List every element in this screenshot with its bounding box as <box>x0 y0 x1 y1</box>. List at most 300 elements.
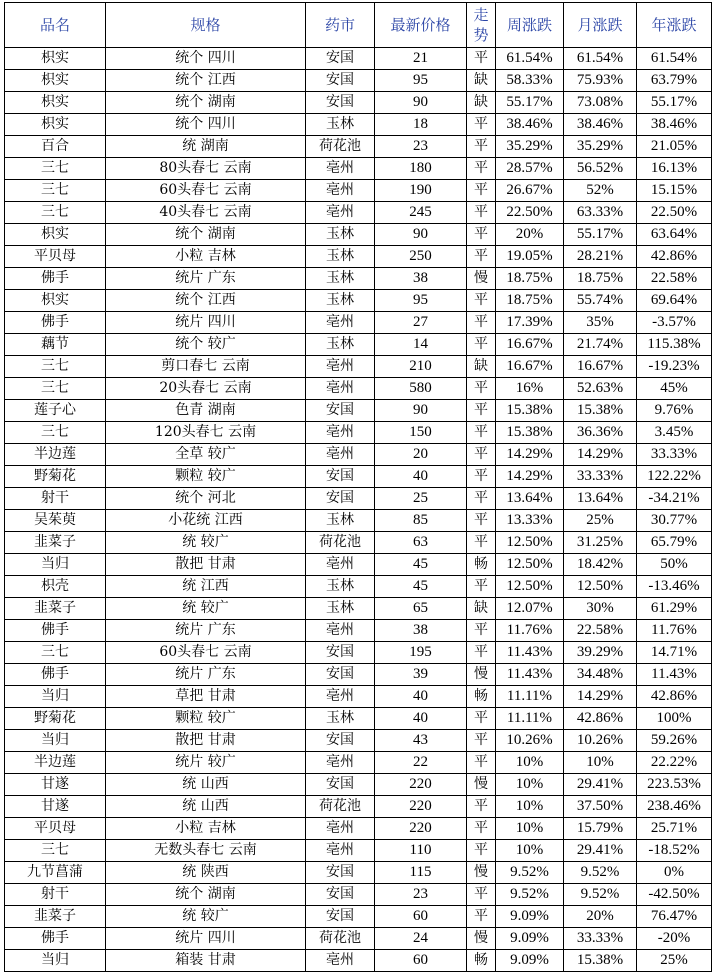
table-row <box>5 268 712 290</box>
header-year-change: 年涨跌 <box>637 3 712 48</box>
table-row <box>5 48 712 70</box>
cell-name: 甘遂 <box>5 796 106 818</box>
cell-price: 95 <box>375 290 467 312</box>
cell-market: 安国 <box>306 862 375 884</box>
header-week-change: 周涨跌 <box>496 3 564 48</box>
cell-price: 195 <box>375 642 467 664</box>
cell-trend: 平 <box>467 422 496 444</box>
cell-market: 安国 <box>306 70 375 92</box>
cell-price: 40 <box>375 708 467 730</box>
cell-trend: 缺 <box>467 70 496 92</box>
cell-market: 安国 <box>306 906 375 928</box>
cell-month-change: 52% <box>564 180 637 202</box>
cell-spec: 统 较广 <box>106 598 306 620</box>
cell-year-change: 0% <box>637 862 712 884</box>
cell-trend: 平 <box>467 290 496 312</box>
cell-week-change: 9.09% <box>496 906 564 928</box>
cell-price: 27 <box>375 312 467 334</box>
cell-price: 21 <box>375 48 467 70</box>
cell-week-change: 10% <box>496 774 564 796</box>
cell-year-change: 22.58% <box>637 268 712 290</box>
cell-trend: 畅 <box>467 950 496 972</box>
table-row <box>5 730 712 752</box>
cell-spec: 统片 广东 <box>106 664 306 686</box>
cell-trend: 平 <box>467 334 496 356</box>
cell-week-change: 12.07% <box>496 598 564 620</box>
cell-spec: 统片 四川 <box>106 928 306 950</box>
cell-spec: 统 陕西 <box>106 862 306 884</box>
cell-spec: 统个 湖南 <box>106 884 306 906</box>
cell-year-change: 22.50% <box>637 202 712 224</box>
cell-trend: 平 <box>467 708 496 730</box>
cell-market: 亳州 <box>306 202 375 224</box>
cell-month-change: 35.29% <box>564 136 637 158</box>
cell-year-change: 3.45% <box>637 422 712 444</box>
cell-year-change: 76.47% <box>637 906 712 928</box>
header-trend <box>467 3 496 48</box>
cell-month-change: 73.08% <box>564 92 637 114</box>
cell-trend: 慢 <box>467 268 496 290</box>
table-row <box>5 334 712 356</box>
cell-month-change: 14.29% <box>564 444 637 466</box>
cell-trend: 平 <box>467 444 496 466</box>
cell-price: 580 <box>375 378 467 400</box>
cell-year-change: 11.76% <box>637 620 712 642</box>
cell-market: 安国 <box>306 730 375 752</box>
cell-month-change: 9.52% <box>564 862 637 884</box>
cell-month-change: 15.38% <box>564 950 637 972</box>
cell-year-change: 11.43% <box>637 664 712 686</box>
cell-trend: 平 <box>467 906 496 928</box>
table-row <box>5 532 712 554</box>
cell-price: 90 <box>375 92 467 114</box>
cell-price: 220 <box>375 818 467 840</box>
table-row <box>5 818 712 840</box>
header-row <box>5 3 712 48</box>
cell-year-change: -3.57% <box>637 312 712 334</box>
cell-week-change: 14.29% <box>496 444 564 466</box>
cell-year-change: 16.13% <box>637 158 712 180</box>
cell-price: 245 <box>375 202 467 224</box>
table-row <box>5 752 712 774</box>
cell-spec: 120头春七 云南 <box>106 422 306 444</box>
cell-month-change: 42.86% <box>564 708 637 730</box>
cell-spec: 小花统 江西 <box>106 510 306 532</box>
cell-market: 亳州 <box>306 422 375 444</box>
cell-price: 40 <box>375 466 467 488</box>
cell-month-change: 18.42% <box>564 554 637 576</box>
cell-market: 亳州 <box>306 180 375 202</box>
cell-spec: 统 江西 <box>106 576 306 598</box>
cell-name: 射干 <box>5 884 106 906</box>
cell-trend: 平 <box>467 752 496 774</box>
cell-spec: 统个 湖南 <box>106 224 306 246</box>
cell-year-change: 238.46% <box>637 796 712 818</box>
table-row <box>5 774 712 796</box>
table-row <box>5 554 712 576</box>
cell-month-change: 37.50% <box>564 796 637 818</box>
cell-trend: 平 <box>467 730 496 752</box>
table-row <box>5 488 712 510</box>
cell-week-change: 9.52% <box>496 884 564 906</box>
cell-spec: 20头春七 云南 <box>106 378 306 400</box>
cell-trend: 平 <box>467 224 496 246</box>
cell-week-change: 10% <box>496 840 564 862</box>
table-row <box>5 576 712 598</box>
cell-trend: 平 <box>467 620 496 642</box>
cell-month-change: 30% <box>564 598 637 620</box>
cell-name: 野菊花 <box>5 708 106 730</box>
table-row <box>5 114 712 136</box>
cell-year-change: 42.86% <box>637 246 712 268</box>
cell-trend: 平 <box>467 312 496 334</box>
cell-year-change: 33.33% <box>637 444 712 466</box>
cell-month-change: 75.93% <box>564 70 637 92</box>
table-body <box>5 48 712 972</box>
cell-week-change: 9.52% <box>496 862 564 884</box>
cell-name: 三七 <box>5 378 106 400</box>
cell-trend: 平 <box>467 114 496 136</box>
cell-name: 枳实 <box>5 290 106 312</box>
cell-week-change: 22.50% <box>496 202 564 224</box>
cell-name: 韭菜子 <box>5 532 106 554</box>
table-row <box>5 158 712 180</box>
cell-spec: 统片 较广 <box>106 752 306 774</box>
header-month-change: 月涨跌 <box>564 3 637 48</box>
cell-price: 63 <box>375 532 467 554</box>
cell-market: 玉林 <box>306 598 375 620</box>
table-row <box>5 620 712 642</box>
header-market: 药市 <box>306 3 375 48</box>
cell-market: 玉林 <box>306 224 375 246</box>
cell-year-change: 65.79% <box>637 532 712 554</box>
cell-week-change: 58.33% <box>496 70 564 92</box>
cell-market: 亳州 <box>306 378 375 400</box>
cell-price: 24 <box>375 928 467 950</box>
cell-year-change: 38.46% <box>637 114 712 136</box>
cell-name: 三七 <box>5 356 106 378</box>
cell-name: 韭菜子 <box>5 598 106 620</box>
cell-market: 亳州 <box>306 950 375 972</box>
cell-name: 藕节 <box>5 334 106 356</box>
cell-week-change: 13.33% <box>496 510 564 532</box>
cell-week-change: 16.67% <box>496 356 564 378</box>
cell-month-change: 16.67% <box>564 356 637 378</box>
cell-market: 玉林 <box>306 114 375 136</box>
header-spec: 规格 <box>106 3 306 48</box>
cell-month-change: 55.17% <box>564 224 637 246</box>
cell-year-change: 14.71% <box>637 642 712 664</box>
cell-spec: 全草 较广 <box>106 444 306 466</box>
cell-market: 亳州 <box>306 158 375 180</box>
cell-market: 玉林 <box>306 290 375 312</box>
cell-spec: 小粒 吉林 <box>106 246 306 268</box>
cell-price: 39 <box>375 664 467 686</box>
cell-week-change: 14.29% <box>496 466 564 488</box>
cell-year-change: 115.38% <box>637 334 712 356</box>
cell-year-change: -19.23% <box>637 356 712 378</box>
cell-market: 玉林 <box>306 576 375 598</box>
cell-week-change: 11.11% <box>496 708 564 730</box>
cell-market: 亳州 <box>306 686 375 708</box>
cell-price: 190 <box>375 180 467 202</box>
cell-trend: 平 <box>467 158 496 180</box>
cell-week-change: 16.67% <box>496 334 564 356</box>
cell-year-change: 25.71% <box>637 818 712 840</box>
cell-name: 三七 <box>5 158 106 180</box>
cell-market: 安国 <box>306 884 375 906</box>
table-row <box>5 356 712 378</box>
cell-market: 安国 <box>306 488 375 510</box>
cell-week-change: 55.17% <box>496 92 564 114</box>
cell-market: 安国 <box>306 664 375 686</box>
cell-trend: 平 <box>467 818 496 840</box>
cell-market: 荷花池 <box>306 136 375 158</box>
cell-spec: 散把 甘肃 <box>106 554 306 576</box>
cell-month-change: 33.33% <box>564 928 637 950</box>
cell-name: 当归 <box>5 730 106 752</box>
cell-trend: 平 <box>467 136 496 158</box>
cell-name: 枳实 <box>5 70 106 92</box>
cell-week-change: 35.29% <box>496 136 564 158</box>
cell-name: 半边莲 <box>5 752 106 774</box>
table-row <box>5 862 712 884</box>
cell-market: 亳州 <box>306 444 375 466</box>
cell-month-change: 35% <box>564 312 637 334</box>
cell-year-change: 61.54% <box>637 48 712 70</box>
cell-price: 210 <box>375 356 467 378</box>
cell-year-change: 122.22% <box>637 466 712 488</box>
cell-week-change: 11.11% <box>496 686 564 708</box>
cell-trend: 平 <box>467 840 496 862</box>
cell-name: 野菊花 <box>5 466 106 488</box>
cell-trend: 平 <box>467 488 496 510</box>
cell-week-change: 12.50% <box>496 532 564 554</box>
cell-name: 枳实 <box>5 224 106 246</box>
cell-market: 荷花池 <box>306 532 375 554</box>
cell-month-change: 29.41% <box>564 840 637 862</box>
cell-price: 180 <box>375 158 467 180</box>
header-price: 最新价格 <box>375 3 467 48</box>
cell-month-change: 28.21% <box>564 246 637 268</box>
cell-price: 65 <box>375 598 467 620</box>
cell-name: 甘遂 <box>5 774 106 796</box>
cell-name: 当归 <box>5 554 106 576</box>
table-row <box>5 70 712 92</box>
cell-year-change: -18.52% <box>637 840 712 862</box>
cell-name: 枳实 <box>5 92 106 114</box>
cell-spec: 无数头春七 云南 <box>106 840 306 862</box>
cell-name: 百合 <box>5 136 106 158</box>
cell-week-change: 10.26% <box>496 730 564 752</box>
cell-market: 亳州 <box>306 818 375 840</box>
cell-name: 莲子心 <box>5 400 106 422</box>
cell-spec: 草把 甘肃 <box>106 686 306 708</box>
cell-price: 45 <box>375 576 467 598</box>
cell-year-change: 25% <box>637 950 712 972</box>
cell-spec: 统 山西 <box>106 774 306 796</box>
cell-trend: 畅 <box>467 686 496 708</box>
cell-name: 三七 <box>5 202 106 224</box>
cell-spec: 颗粒 较广 <box>106 708 306 730</box>
cell-week-change: 11.76% <box>496 620 564 642</box>
cell-price: 110 <box>375 840 467 862</box>
cell-trend: 平 <box>467 400 496 422</box>
cell-month-change: 15.79% <box>564 818 637 840</box>
table-row <box>5 378 712 400</box>
table-row <box>5 312 712 334</box>
table-row <box>5 466 712 488</box>
cell-week-change: 11.43% <box>496 664 564 686</box>
table-row <box>5 906 712 928</box>
cell-market: 亳州 <box>306 356 375 378</box>
table-row <box>5 642 712 664</box>
cell-month-change: 38.46% <box>564 114 637 136</box>
cell-spec: 统 较广 <box>106 906 306 928</box>
cell-market: 安国 <box>306 774 375 796</box>
cell-year-change: 50% <box>637 554 712 576</box>
cell-year-change: -42.50% <box>637 884 712 906</box>
cell-spec: 统个 江西 <box>106 290 306 312</box>
cell-name: 三七 <box>5 642 106 664</box>
cell-trend: 平 <box>467 378 496 400</box>
cell-week-change: 9.09% <box>496 928 564 950</box>
cell-trend: 慢 <box>467 774 496 796</box>
cell-month-change: 9.52% <box>564 884 637 906</box>
cell-market: 荷花池 <box>306 796 375 818</box>
cell-month-change: 10.26% <box>564 730 637 752</box>
cell-price: 38 <box>375 620 467 642</box>
cell-year-change: -20% <box>637 928 712 950</box>
cell-month-change: 20% <box>564 906 637 928</box>
cell-market: 亳州 <box>306 840 375 862</box>
table-row <box>5 510 712 532</box>
cell-name: 枳壳 <box>5 576 106 598</box>
cell-week-change: 15.38% <box>496 400 564 422</box>
cell-trend: 平 <box>467 48 496 70</box>
cell-price: 220 <box>375 774 467 796</box>
cell-name: 佛手 <box>5 664 106 686</box>
cell-week-change: 16% <box>496 378 564 400</box>
table-row <box>5 224 712 246</box>
cell-market: 安国 <box>306 466 375 488</box>
table-row <box>5 840 712 862</box>
cell-name: 平贝母 <box>5 246 106 268</box>
cell-week-change: 10% <box>496 818 564 840</box>
cell-trend: 平 <box>467 884 496 906</box>
cell-name: 枳实 <box>5 114 106 136</box>
table-row <box>5 202 712 224</box>
table-row <box>5 92 712 114</box>
cell-spec: 统个 四川 <box>106 48 306 70</box>
cell-market: 安国 <box>306 642 375 664</box>
cell-spec: 统个 湖南 <box>106 92 306 114</box>
cell-name: 枳实 <box>5 48 106 70</box>
cell-price: 250 <box>375 246 467 268</box>
cell-month-change: 25% <box>564 510 637 532</box>
cell-price: 45 <box>375 554 467 576</box>
cell-trend: 平 <box>467 532 496 554</box>
cell-spec: 统 山西 <box>106 796 306 818</box>
cell-year-change: 63.79% <box>637 70 712 92</box>
table-row <box>5 180 712 202</box>
cell-market: 玉林 <box>306 334 375 356</box>
cell-spec: 统个 四川 <box>106 114 306 136</box>
cell-spec: 统 较广 <box>106 532 306 554</box>
cell-year-change: 59.26% <box>637 730 712 752</box>
cell-week-change: 20% <box>496 224 564 246</box>
cell-trend: 平 <box>467 796 496 818</box>
cell-market: 亳州 <box>306 554 375 576</box>
cell-spec: 箱装 甘肃 <box>106 950 306 972</box>
cell-name: 三七 <box>5 422 106 444</box>
table-row <box>5 664 712 686</box>
cell-trend: 平 <box>467 246 496 268</box>
cell-month-change: 10% <box>564 752 637 774</box>
cell-week-change: 18.75% <box>496 290 564 312</box>
cell-month-change: 34.48% <box>564 664 637 686</box>
cell-month-change: 33.33% <box>564 466 637 488</box>
cell-market: 安国 <box>306 400 375 422</box>
cell-year-change: 42.86% <box>637 686 712 708</box>
cell-price: 90 <box>375 224 467 246</box>
cell-month-change: 56.52% <box>564 158 637 180</box>
cell-price: 60 <box>375 950 467 972</box>
cell-week-change: 13.64% <box>496 488 564 510</box>
cell-market: 玉林 <box>306 246 375 268</box>
cell-price: 38 <box>375 268 467 290</box>
cell-spec: 统个 江西 <box>106 70 306 92</box>
cell-trend: 平 <box>467 510 496 532</box>
cell-week-change: 18.75% <box>496 268 564 290</box>
cell-name: 半边莲 <box>5 444 106 466</box>
cell-year-change: 22.22% <box>637 752 712 774</box>
cell-month-change: 31.25% <box>564 532 637 554</box>
cell-price: 85 <box>375 510 467 532</box>
cell-trend: 平 <box>467 642 496 664</box>
cell-month-change: 29.41% <box>564 774 637 796</box>
cell-trend: 平 <box>467 202 496 224</box>
cell-spec: 统片 广东 <box>106 268 306 290</box>
header-trend-label: 走势 <box>473 6 489 44</box>
cell-trend: 慢 <box>467 862 496 884</box>
cell-price: 18 <box>375 114 467 136</box>
cell-trend: 缺 <box>467 92 496 114</box>
cell-name: 三七 <box>5 180 106 202</box>
cell-week-change: 17.39% <box>496 312 564 334</box>
table-row <box>5 598 712 620</box>
cell-year-change: 15.15% <box>637 180 712 202</box>
cell-year-change: 63.64% <box>637 224 712 246</box>
cell-month-change: 18.75% <box>564 268 637 290</box>
cell-price: 95 <box>375 70 467 92</box>
cell-spec: 统个 较广 <box>106 334 306 356</box>
cell-month-change: 52.63% <box>564 378 637 400</box>
cell-month-change: 61.54% <box>564 48 637 70</box>
cell-month-change: 12.50% <box>564 576 637 598</box>
cell-market: 亳州 <box>306 752 375 774</box>
cell-year-change: 21.05% <box>637 136 712 158</box>
cell-price: 150 <box>375 422 467 444</box>
cell-spec: 色青 湖南 <box>106 400 306 422</box>
cell-spec: 散把 甘肃 <box>106 730 306 752</box>
cell-price: 25 <box>375 488 467 510</box>
cell-week-change: 28.57% <box>496 158 564 180</box>
table-row <box>5 884 712 906</box>
cell-trend: 平 <box>467 576 496 598</box>
cell-week-change: 61.54% <box>496 48 564 70</box>
cell-month-change: 13.64% <box>564 488 637 510</box>
